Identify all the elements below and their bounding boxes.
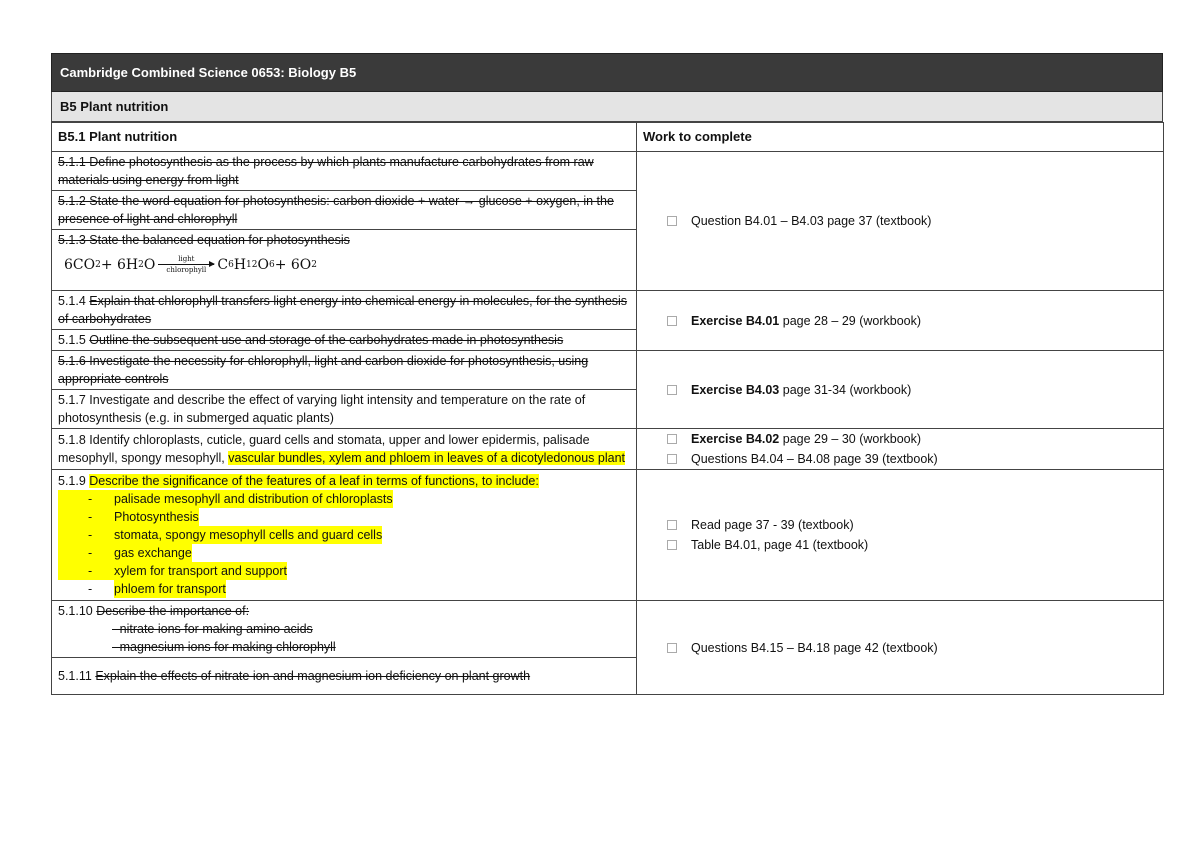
work-column-header: Work to complete — [637, 123, 1164, 152]
photosynthesis-equation: 6CO 2 + 6H 2 O light chlorophyll C 6 H 12 O 6 + 6O 2 — [64, 255, 318, 274]
checkbox[interactable] — [667, 216, 677, 226]
spec-cell — [52, 429, 637, 470]
spec-5-1-11: 5.1.11 Explain the effects of nitrate ion and magnesium ion deficiency on plant growth — [58, 669, 531, 683]
document-page — [51, 53, 1163, 695]
list-item: - Photosynthesis — [58, 508, 630, 526]
work-cell — [637, 470, 1164, 601]
table-header-row — [52, 123, 1164, 152]
task-item[interactable]: Exercise B4.03 page 31-34 (workbook) — [667, 380, 1157, 400]
spec-5-1-3-text: 5.1.3 State the balanced equation for photosynthesis — [58, 233, 350, 247]
spec-5-1-3 — [52, 230, 636, 290]
spec-5-1-6: 5.1.6 Investigate the necessity for chlorophyll, light and carbon dioxide for photosynthesis, using appropriate controls — [52, 351, 636, 390]
work-cell — [637, 351, 1164, 429]
syllabus-table — [51, 122, 1164, 695]
section-heading: B5 Plant nutrition — [51, 92, 1163, 122]
task-item[interactable]: Exercise B4.02 page 29 – 30 (workbook) — [667, 429, 1157, 449]
spec-5-1-4: 5.1.4 Explain that chlorophyll transfers light energy into chemical energy in molecules, for the synthesis of carbohydrates — [52, 291, 636, 330]
table-row — [52, 470, 1164, 601]
checkbox[interactable] — [667, 643, 677, 653]
task-item[interactable]: Questions B4.04 – B4.08 page 39 (textbook) — [667, 449, 1157, 469]
work-cell — [637, 291, 1164, 351]
checkbox[interactable] — [667, 434, 677, 444]
spec-cell — [52, 152, 637, 291]
list-item: - palisade mesophyll and distribution of chloroplasts — [58, 490, 630, 508]
checkbox[interactable] — [667, 520, 677, 530]
spec-cell — [52, 351, 637, 429]
checkbox[interactable] — [667, 385, 677, 395]
spec-5-1-5: 5.1.5 Outline the subsequent use and storage of the carbohydrates made in photosynthesis — [58, 333, 564, 347]
spec-cell — [52, 291, 637, 351]
table-row — [52, 601, 1164, 695]
work-cell — [637, 601, 1164, 695]
spec-5-1-8: 5.1.8 Identify chloroplasts, cuticle, guard cells and stomata, upper and lower epidermis, palisade mesophyll, spongy mesophyll, vascular bundles, xylem and phloem in leaves of a dicotyledonous plant — [58, 433, 625, 465]
work-cell — [637, 152, 1164, 291]
task-item[interactable]: Exercise B4.01 page 28 – 29 (workbook) — [667, 311, 1157, 331]
spec-5-1-10: 5.1.10 Describe the importance of: - nitrate ions for making amino acids - magnesium ions for making chlorophyll — [52, 601, 636, 658]
checkbox[interactable] — [667, 316, 677, 326]
spec-5-1-9: 5.1.9 Describe the significance of the features of a leaf in terms of functions, to include: - palisade mesophyll and distribution of chloroplasts - Photosynthesis - stomata, spongy mesophyll cells and guard cells - gas exchange - xylem for transport and support - phloem for transport — [52, 470, 636, 600]
list-item: - stomata, spongy mesophyll cells and guard cells — [58, 526, 630, 544]
list-item: - xylem for transport and support — [58, 562, 630, 580]
table-row — [52, 291, 1164, 351]
task-item[interactable]: Read page 37 - 39 (textbook) — [667, 515, 1157, 535]
checkbox[interactable] — [667, 454, 677, 464]
list-item: - gas exchange — [58, 544, 630, 562]
reaction-arrow: light chlorophyll — [158, 255, 214, 274]
spec-5-1-1: 5.1.1 Define photosynthesis as the process by which plants manufacture carbohydrates from raw materials using energy from light — [52, 152, 636, 191]
task-item[interactable]: Table B4.01, page 41 (textbook) — [667, 535, 1157, 555]
spec-5-1-7: 5.1.7 Investigate and describe the effect of varying light intensity and temperature on the rate of photosynthesis (e.g. in submerged aquatic plants) — [58, 393, 586, 425]
list-item: - phloem for transport — [88, 582, 226, 596]
checkbox[interactable] — [667, 540, 677, 550]
spec-cell — [52, 601, 637, 695]
table-row — [52, 351, 1164, 429]
table-row — [52, 429, 1164, 470]
task-item[interactable]: Question B4.01 – B4.03 page 37 (textbook) — [667, 211, 1157, 231]
spec-cell — [52, 470, 637, 601]
table-row — [52, 152, 1164, 291]
work-cell — [637, 429, 1164, 470]
task-item[interactable]: Questions B4.15 – B4.18 page 42 (textbook) — [667, 638, 1157, 658]
spec-5-1-2: 5.1.2 State the word equation for photosynthesis: carbon dioxide + water → glucose + oxygen, in the presence of light and chlorophyll — [52, 191, 636, 230]
document-title: Cambridge Combined Science 0653: Biology B5 — [51, 53, 1163, 92]
spec-column-header: B5.1 Plant nutrition — [52, 123, 637, 152]
